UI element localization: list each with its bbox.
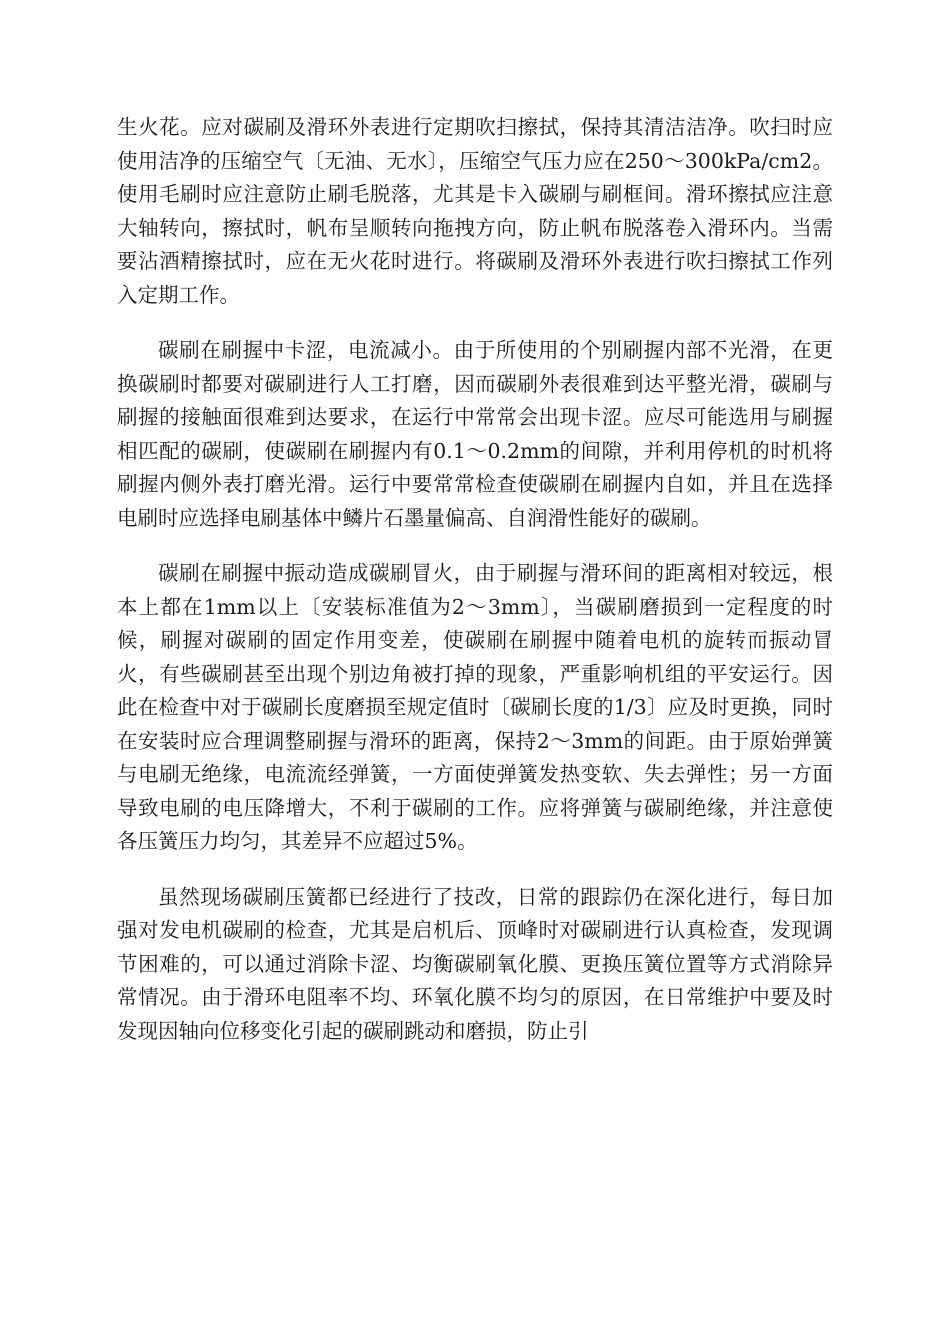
paragraph-daily-inspection: 虽然现场碳刷压簧都已经进行了技改，日常的跟踪仍在深化进行，每日加强对发电机碳刷的检查，尤其是启机后、顶峰时对碳刷进行认真检查，发现调节困难的，可以通过消除卡涩、均衡碳刷氧化膜、更换压簧位置等方式消除异常情况。由于滑环电阻率不均、环氧化膜不均匀的原因，在日常维护中要及时发现因轴向位移变化引起的碳刷跳动和磨损，防止引 — [117, 884, 833, 1043]
paragraph-brush-sticking: 碳刷在刷握中卡涩，电流减小。由于所使用的个别刷握内部不光滑，在更换碳刷时都要对碳刷进行人工打磨，因而碳刷外表很难到达平整光滑，碳刷与刷握的接触面很难到达要求，在运行中常常会出现卡涩。应尽可能选用与刷握相匹配的碳刷，使碳刷在刷握内有0.1～0.2mm的间隙，并利用停机的时机将刷握内侧外表打磨光滑。运行中要常常检查使碳刷在刷握内自如，并且在选择电刷时应选择电刷基体中鳞片石墨量偏高、自润滑性能好的碳刷。 — [117, 338, 833, 530]
paragraph-brush-vibration-sparking: 碳刷在刷握中振动造成碳刷冒火，由于刷握与滑环间的距离相对较远，根本上都在1mm以上〔安装标准值为2～3mm〕，当碳刷磨损到一定程度的时候，刷握对碳刷的固定作用变差，使碳刷在刷握中随着电机的旋转而振动冒火，有些碳刷甚至出现个别边角被打掉的现象，严重影响机组的平安运行。因此在检查中对于碳刷长度磨损至规定值时〔碳刷长度的1/3〕应及时更换，同时在安装时应合理调整刷握与滑环的距离，保持2～3mm的间距。由于原始弹簧与电刷无绝缘，电流流经弹簧，一方面使弹簧发热变软、失去弹性；另一方面导致电刷的电压降增大，不利于碳刷的工作。应将弹簧与碳刷绝缘，并注意使各压簧压力均匀，其差异不应超过5%。 — [117, 561, 833, 853]
paragraph-cleaning-maintenance: 生火花。应对碳刷及滑环外表进行定期吹扫擦拭，保持其清洁洁净。吹扫时应使用洁净的压缩空气〔无油、无水〕，压缩空气压力应在250～300kPa/cm2。使用毛刷时应注意防止刷毛脱落，尤其是卡入碳刷与刷框间。滑环擦拭应注意大轴转向，擦拭时，帆布呈顺转向拖拽方向，防止帆布脱落卷入滑环内。当需要沾酒精擦拭时，应在无火花时进行。将碳刷及滑环外表进行吹扫擦拭工作列入定期工作。 — [117, 115, 833, 307]
document-body — [117, 111, 833, 1070]
